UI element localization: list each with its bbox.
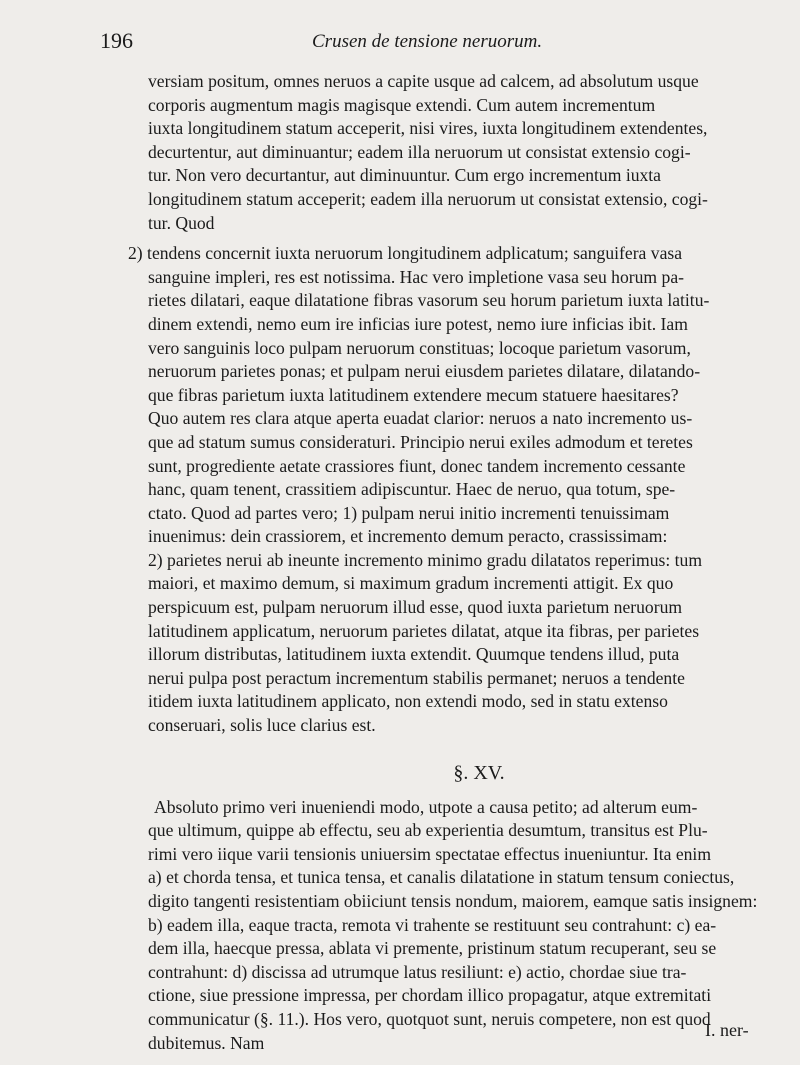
- text-line: dubitemus. Nam: [148, 1032, 265, 1053]
- text-line: latitudinem applicatum, neruorum parietes dilatat, atque ita fibras, per parietes: [148, 620, 700, 641]
- text-line: que ad statum sumus consideraturi. Principio nerui exiles admodum et teretes: [148, 431, 693, 452]
- text-line: rietes dilatari, eaque dilatatione fibras vasorum seu horum parietum iuxta latitu-: [148, 290, 710, 311]
- text-line: sunt, progrediente aetate crassiores fiunt, donec tandem incremento cessante: [148, 455, 686, 476]
- section-heading: §. XV.: [453, 761, 505, 784]
- text-line: ctato. Quod ad partes vero; 1) pulpam nerui initio incrementi tenuissimam: [148, 502, 670, 523]
- text-line: Absoluto primo veri inueniendi modo, utpote a causa petito; ad alterum eum-: [154, 796, 698, 817]
- text-line: inuenimus: dein crassiorem, et incremento demum peracto, crassissimam:: [148, 526, 668, 547]
- body-text: [128, 70, 760, 1055]
- text-line: tur. Quod: [148, 212, 215, 233]
- text-line: maiori, et maximo demum, si maximum gradum incrementi attigit. Ex quo: [148, 573, 674, 594]
- paragraph-3: [148, 796, 760, 1056]
- page-header: [0, 28, 800, 58]
- running-title: Crusen de tensione neruorum.: [312, 31, 543, 52]
- text-line: vero sanguinis loco pulpam neruorum constituas; locoque parietum vasorum,: [148, 337, 691, 358]
- text-line: nerui pulpa post peractum incrementum stabilis permanet; neruos a tendente: [148, 667, 685, 688]
- text-line: corporis augmentum magis magisque extendi. Cum autem incrementum: [148, 94, 656, 115]
- text-line: rimi vero iique varii tensionis uniuersim spectatae effectus inueniuntur. Ita enim: [148, 843, 712, 864]
- text-line: communicatur (§. 11.). Hos vero, quotquot sunt, neruis competere, non est quod: [148, 1008, 711, 1029]
- text-line: decurtentur, aut diminuantur; eadem illa neruorum ut consistat extensio cogi-: [148, 141, 691, 162]
- text-line: Quo autem res clara atque aperta euadat clarior: neruos a nato incremento us-: [148, 408, 693, 429]
- text-line: itidem iuxta latitudinem applicato, non extendi modo, sed in statu extenso: [148, 691, 668, 712]
- text-line: dem illa, haecque pressa, ablata vi premente, pristinum statum recuperant, seu se: [148, 938, 717, 959]
- text-line: que ultimum, quippe ab effectu, seu ab experientia desumtum, transitus est Plu-: [148, 820, 708, 841]
- text-line: longitudinem statum acceperit; eadem illa neruorum ut consistat extensio, cogi-: [148, 188, 708, 209]
- text-line: 2) tendens concernit iuxta neruorum longitudinem adplicatum; sanguifera vasa: [128, 243, 683, 264]
- text-line: ctione, siue pressione impressa, per chordam illico propagatur, atque extremitati: [148, 985, 712, 1006]
- text-line: 2) parietes nerui ab ineunte incremento minimo gradu dilatatos reperimus: tum: [148, 549, 703, 570]
- catchword: I. ner-: [705, 1020, 749, 1040]
- text-line: que fibras parietum iuxta latitudinem extendere mecum statuere haesitares?: [148, 384, 679, 405]
- text-line: b) eadem illa, eaque tracta, remota vi trahente se restituunt seu contrahunt: c) ea-: [148, 914, 717, 935]
- text-line: neruorum parietes ponas; et pulpam nerui eiusdem parietes dilatare, dilatando-: [148, 361, 701, 382]
- text-line: sanguine impleri, res est notissima. Hac vero impletione vasa seu horum pa-: [148, 266, 684, 287]
- paragraph-2: [128, 242, 760, 737]
- text-line: digito tangenti resistentiam obiiciunt tensis nondum, maiorem, eamque satis insignem:: [148, 891, 758, 911]
- page-number: 196: [100, 28, 133, 53]
- text-line: conseruari, solis luce clarius est.: [148, 715, 376, 736]
- text-line: iuxta longitudinem statum acceperit, nisi vires, iuxta longitudinem extendentes,: [148, 118, 708, 139]
- text-line: illorum distributas, latitudinem iuxta extendit. Quumque tendens illud, puta: [148, 644, 680, 665]
- text-line: hanc, quam tenent, crassitiem adipiscuntur. Haec de neruo, qua totum, spe-: [148, 479, 676, 500]
- paragraph-1: [148, 70, 760, 235]
- text-line: contrahunt: d) discissa ad utrumque latus resiliunt: e) actio, chordae siue tra-: [148, 961, 687, 982]
- text-line: dinem extendi, nemo eum ire inficias iure potest, nemo iure inficias ibit. Iam: [148, 313, 688, 334]
- text-line: a) et chorda tensa, et tunica tensa, et canalis dilatatione in statum tensum coniectus,: [148, 867, 735, 888]
- text-line: versiam positum, omnes neruos a capite usque ad calcem, ad absolutum usque: [148, 71, 699, 91]
- text-line: perspicuum est, pulpam neruorum illud esse, quod iuxta parietum neruorum: [148, 597, 683, 618]
- text-line: tur. Non vero decurtantur, aut diminuuntur. Cum ergo incrementum iuxta: [148, 165, 661, 186]
